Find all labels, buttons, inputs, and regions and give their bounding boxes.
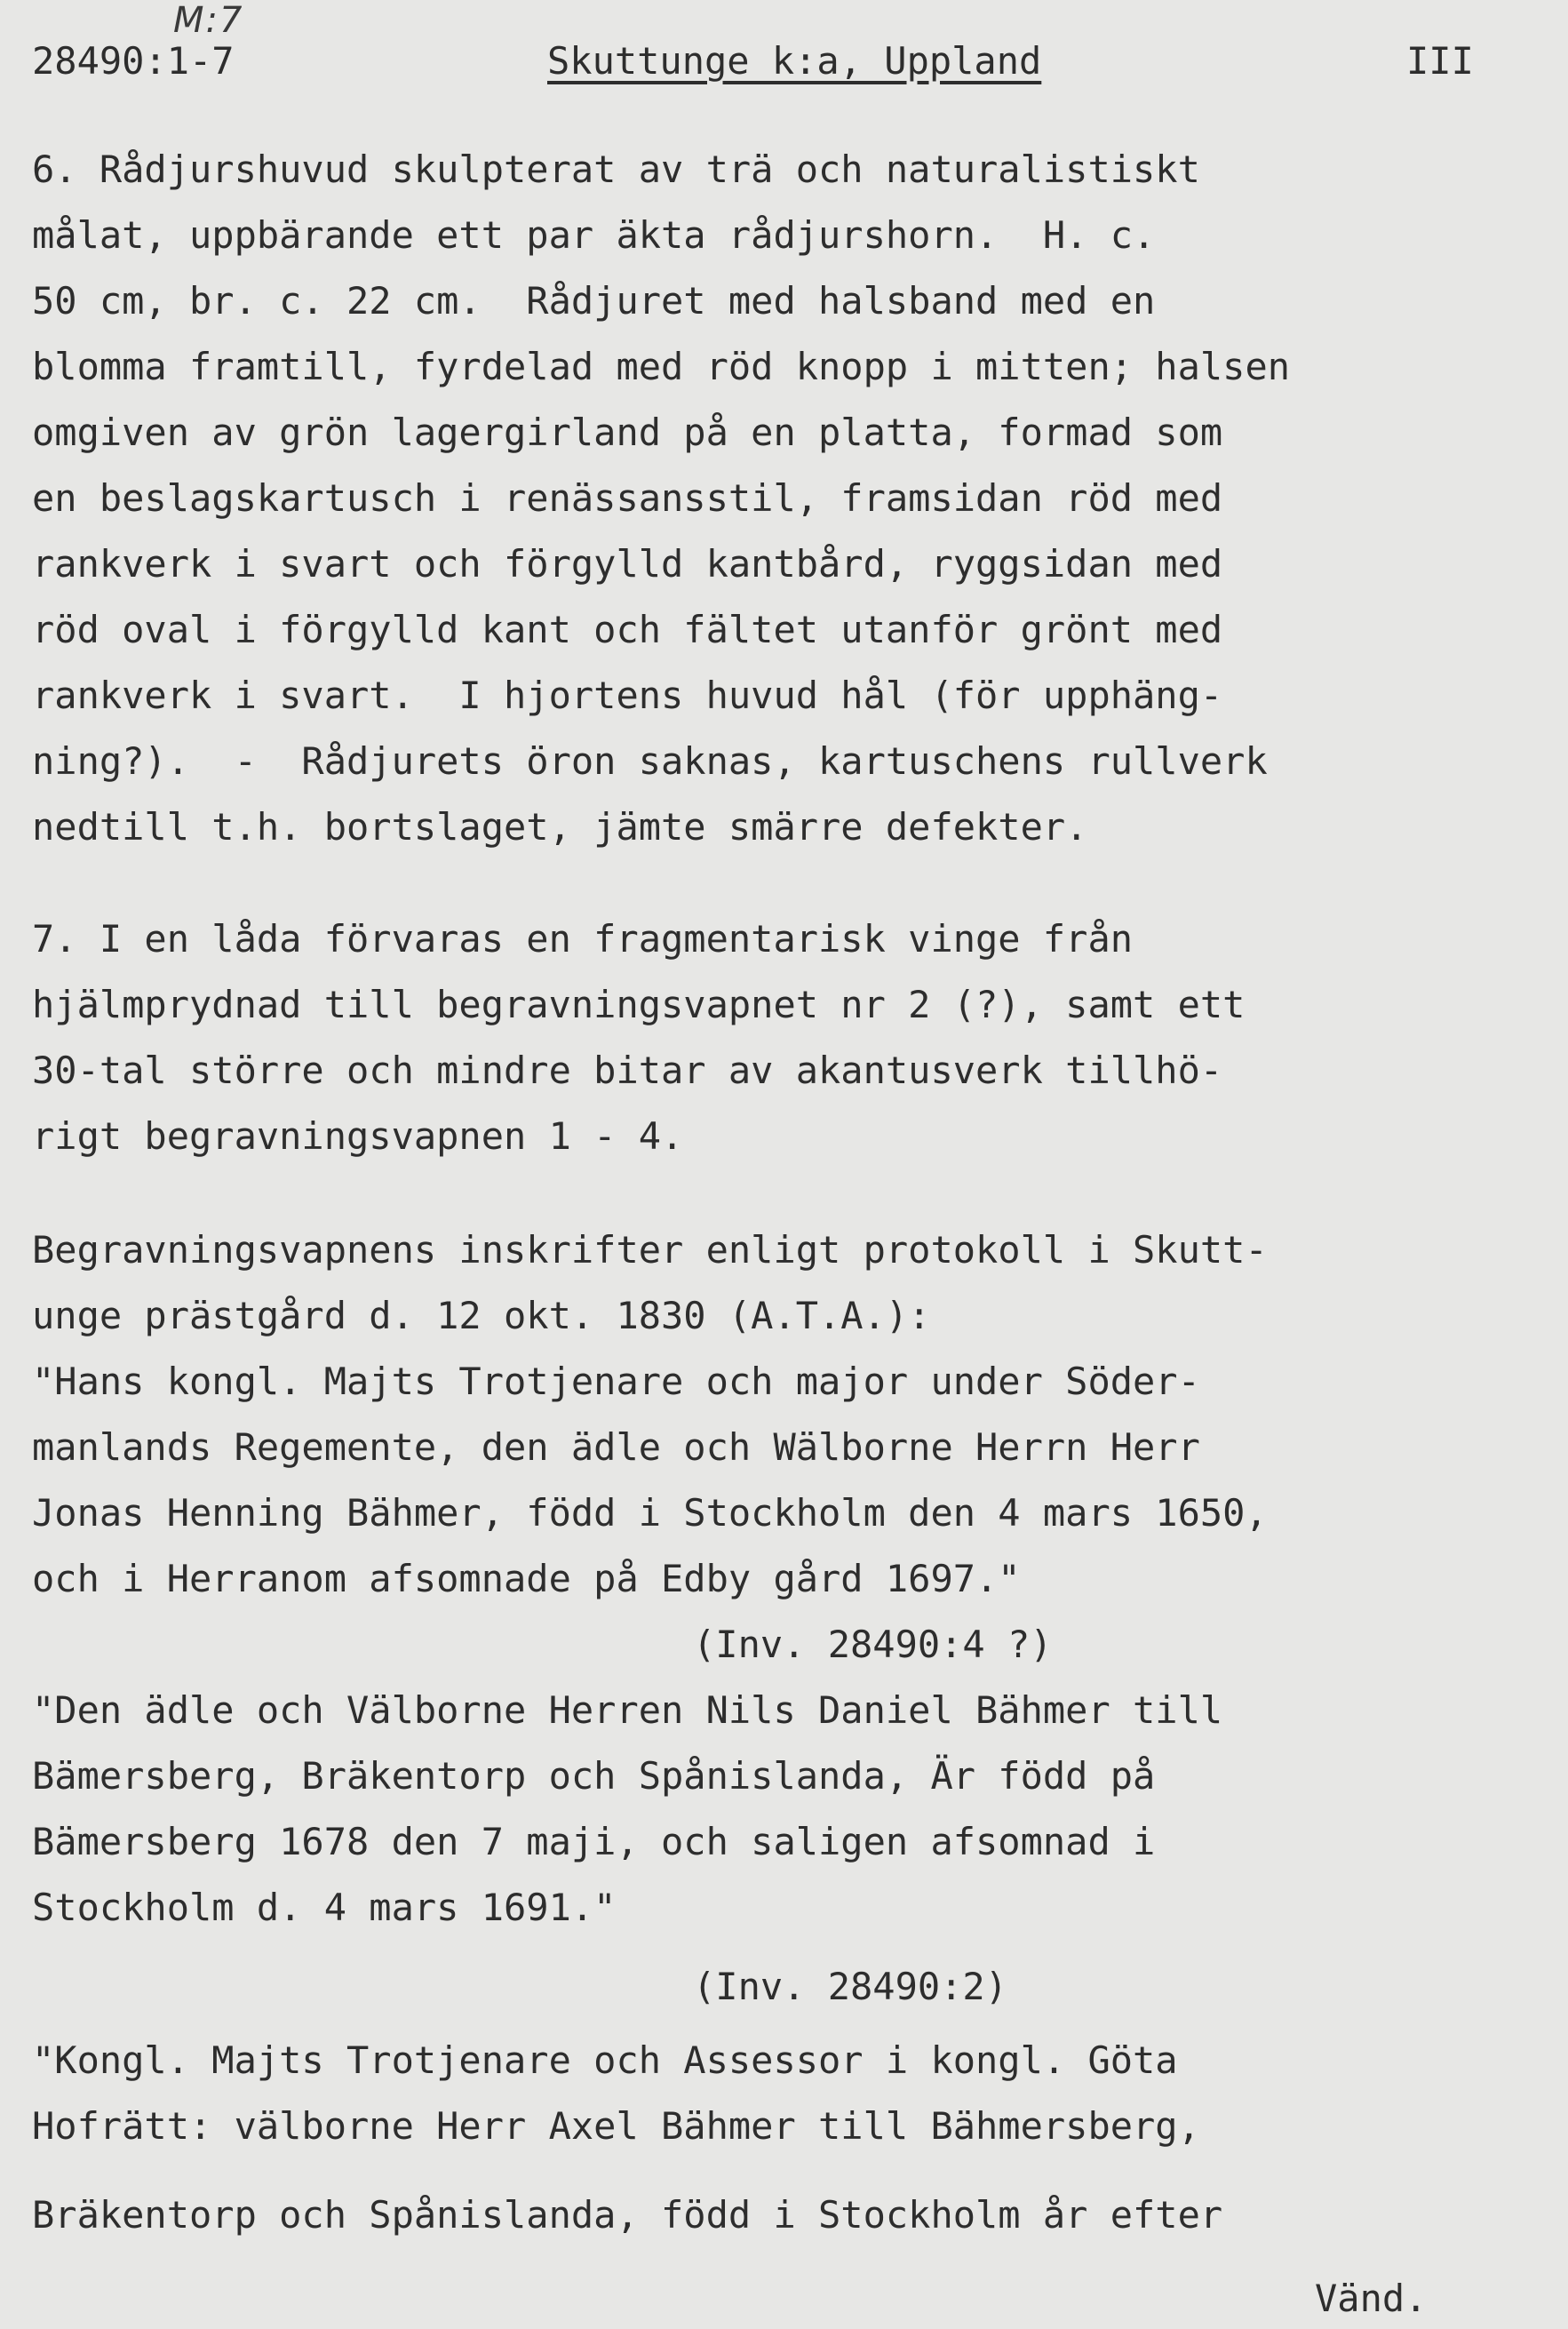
text-line: rankverk i svart. I hjortens huvud hål (för upphäng- bbox=[32, 674, 1223, 717]
text-line: Bräkentorp och Spånislanda, född i Stockholm år efter bbox=[32, 2193, 1223, 2237]
text-line: ning?). - Rådjurets öron saknas, kartuschens rullverk bbox=[32, 739, 1268, 783]
text-line: målat, uppbärande ett par äkta rådjurshorn. H. c. bbox=[32, 213, 1156, 257]
page-number: III bbox=[1406, 39, 1474, 83]
text-line: "Den ädle och Välborne Herren Nils Daniel Bähmer till bbox=[32, 1688, 1223, 1732]
text-line: Hofrätt: välborne Herr Axel Bähmer till Bähmersberg, bbox=[32, 2104, 1200, 2148]
page-header bbox=[32, 39, 1489, 92]
text-line: hjälmprydnad till begravningsvapnet nr 2 (?), samt ett bbox=[32, 983, 1246, 1026]
text-line: en beslagskartusch i renässansstil, framsidan röd med bbox=[32, 476, 1223, 520]
text-line: manlands Regemente, den ädle och Wälborne Herrn Herr bbox=[32, 1425, 1200, 1469]
text-line: rigt begravningsvapnen 1 - 4. bbox=[32, 1114, 684, 1158]
text-line: unge prästgård d. 12 okt. 1830 (A.T.A.): bbox=[32, 1294, 931, 1337]
text-line: och i Herranom afsomnade på Edby gård 1697." bbox=[32, 1557, 1021, 1600]
text-line: 30-tal större och mindre bitar av akantusverk tillhö- bbox=[32, 1049, 1223, 1092]
text-line: 6. Rådjurshuvud skulpterat av trä och naturalistiskt bbox=[32, 148, 1200, 191]
text-line: 50 cm, br. c. 22 cm. Rådjuret med halsband med en bbox=[32, 279, 1156, 323]
text-line: 7. I en låda förvaras en fragmentarisk vinge från bbox=[32, 917, 1134, 961]
turn-page-note: Vänd. bbox=[1315, 2277, 1428, 2320]
handwritten-note: M:7 bbox=[173, 0, 244, 41]
inventory-reference: (Inv. 28490:4 ?) bbox=[693, 1623, 1053, 1666]
inventory-reference: (Inv. 28490:2) bbox=[693, 1965, 1008, 2008]
page-title: Skuttunge k:a, Uppland bbox=[547, 39, 1042, 83]
text-line: omgiven av grön lagergirland på en platta, formad som bbox=[32, 411, 1223, 454]
inventory-number: 28490:1-7 bbox=[32, 39, 235, 83]
text-line: Bämersberg, Bräkentorp och Spånislanda, Är född på bbox=[32, 1754, 1156, 1798]
text-line: Bämersberg 1678 den 7 maji, och saligen afsomnad i bbox=[32, 1820, 1156, 1863]
text-line: rankverk i svart och förgylld kantbård, ryggsidan med bbox=[32, 542, 1223, 586]
text-line: "Kongl. Majts Trotjenare och Assessor i kongl. Göta bbox=[32, 2038, 1178, 2082]
text-line: röd oval i förgylld kant och fältet utanför grönt med bbox=[32, 608, 1223, 651]
text-line: Begravningsvapnens inskrifter enligt protokoll i Skutt- bbox=[32, 1228, 1268, 1272]
text-line: nedtill t.h. bortslaget, jämte smärre defekter. bbox=[32, 805, 1088, 849]
text-line: blomma framtill, fyrdelad med röd knopp i mitten; halsen bbox=[32, 345, 1291, 388]
text-line: Jonas Henning Bähmer, född i Stockholm den 4 mars 1650, bbox=[32, 1491, 1268, 1535]
text-line: Stockholm d. 4 mars 1691." bbox=[32, 1886, 617, 1929]
text-line: "Hans kongl. Majts Trotjenare och major under Söder- bbox=[32, 1360, 1200, 1403]
